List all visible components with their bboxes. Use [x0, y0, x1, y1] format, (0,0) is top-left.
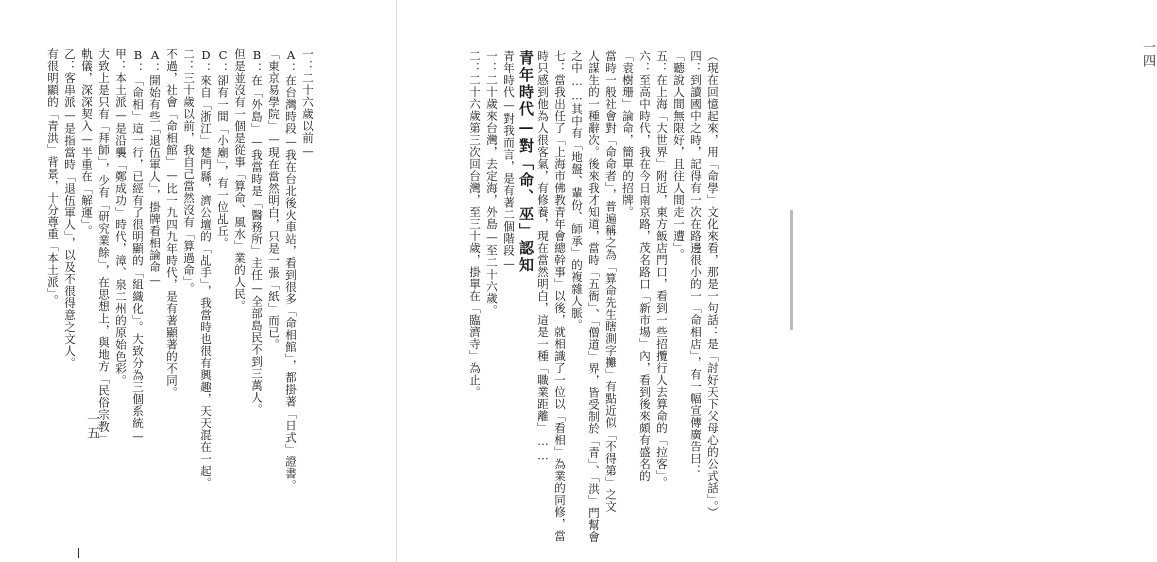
text-column: 人謀生的一種辭次。後來我才知道，當時「五衙」、「僧道」界，皆受制於「青」、「洪」門幫會 — [587, 50, 601, 543]
right-page-number: 一四 — [1140, 40, 1155, 68]
text-column: 四：到讀國中之時，記得有一次在路邊很小的一「命相店」，有一幅宣傳廣告曰： — [689, 50, 703, 477]
text-column: B：在「外島」—我當時是「醫務所」主任—全部島民不到三萬人。 — [250, 48, 264, 416]
text-column: 甲：本土派—是沿襲「鄭成功」時代，漳、泉二州的原始色彩。 — [114, 48, 128, 387]
left-page-number: 一五 — [84, 412, 99, 440]
page-edge-shadow — [790, 210, 793, 330]
text-column: D：來自「浙江」楚門縣，濟公壇的「乩手」，我當時也很有興趣，天天混在一起。 — [199, 48, 213, 489]
right-page-text — [466, 50, 721, 543]
text-column: 「聽說人間無限好，且往人間走一遭」。 — [672, 50, 686, 261]
text-column: 不過，社會「命相館」—比一九四九年時代，是有著顯著的不同。 — [165, 48, 179, 399]
text-column: 但是並沒有一個是從事「算命、風水」業的人民。 — [233, 48, 247, 312]
text-column: 一：二十歲來台灣，去定海，外島—至二十六歲。 — [485, 50, 499, 317]
text-column: 有很明顯的「青洪」背景，十分尊重「本土派」。 — [46, 48, 60, 307]
text-column: 軌儀，深深契入—半重在「解運」。 — [80, 48, 94, 237]
text-column: 六：至高中時代，我在今日南京路，茂名路口「新市場」內，看到後來頗有盛名的 — [638, 50, 652, 482]
text-column: 一：二十六歲以前— — [301, 48, 315, 159]
text-column: 乙：客串派—是指當時「退伍軍人」，以及不很得意之文人。 — [63, 48, 77, 369]
text-column: 之中……其中有「地盤、輩份、師承」的複雜人脈。 — [570, 50, 584, 331]
print-mark — [78, 548, 79, 558]
text-column: 青年時代—對我而言，是有著二個階段— — [502, 50, 516, 271]
text-column: （現在回憶起來，用「命學」文化來看，那是一句話：是「討好天下父母心的公式話」。） — [706, 50, 720, 519]
text-column: 二：二十六歲第三次回台灣，至三十歲，掛單在「臨濟寺」為止。 — [468, 50, 482, 398]
section-heading: 青年時代—對「命、巫」認知 — [517, 50, 535, 274]
text-column: 當時一般社會對「命命者」，普遍稱之為「算命先生瞎測字攤」有點近似「不得第」之文 — [604, 50, 618, 513]
text-column: 五：在上海「大世界」附近，東方飯店門口，看到一些招攬行人去算命的「拉客」。 — [655, 50, 669, 489]
text-column: 時只感到他為人很客氣，有修養，現在當然明白，這是一種「職業距離」…… — [536, 50, 550, 463]
text-column: 大致上是只有「拜師」，少有「研究業餘」，在思想上，與地方「民俗宗教」 — [97, 48, 111, 445]
text-column: A：開始有些「退伍軍人」，掛牌看相論命— — [148, 48, 162, 288]
text-column: B：「命相」這一行，已經有了很明顯的「組織化」。大致分為三個系統— — [131, 48, 145, 444]
book-spine — [396, 0, 397, 562]
text-column: A：在台灣時段—我在台北後火車站，看到很多「命相館」，都掛著「日式」證書。 — [284, 48, 298, 492]
text-column: 「袁樹珊」論命，簡單的招牌。 — [621, 50, 635, 218]
text-column: 二：三十歲以前，我自己當然沒有「算過命」。 — [182, 48, 196, 295]
text-column: 「東京易學院」—現在當然明白，只是一張「紙」而已。 — [267, 48, 281, 351]
right-page — [397, 0, 1155, 562]
left-page — [0, 0, 396, 562]
text-column: C：卻有一間「小廟」，有一位乩丘。 — [216, 48, 230, 249]
text-column: 七：當我出任了「上海市佛教青年會總幹事」以後，就相識了一位以「看相」為業的同修，當 — [553, 50, 567, 542]
